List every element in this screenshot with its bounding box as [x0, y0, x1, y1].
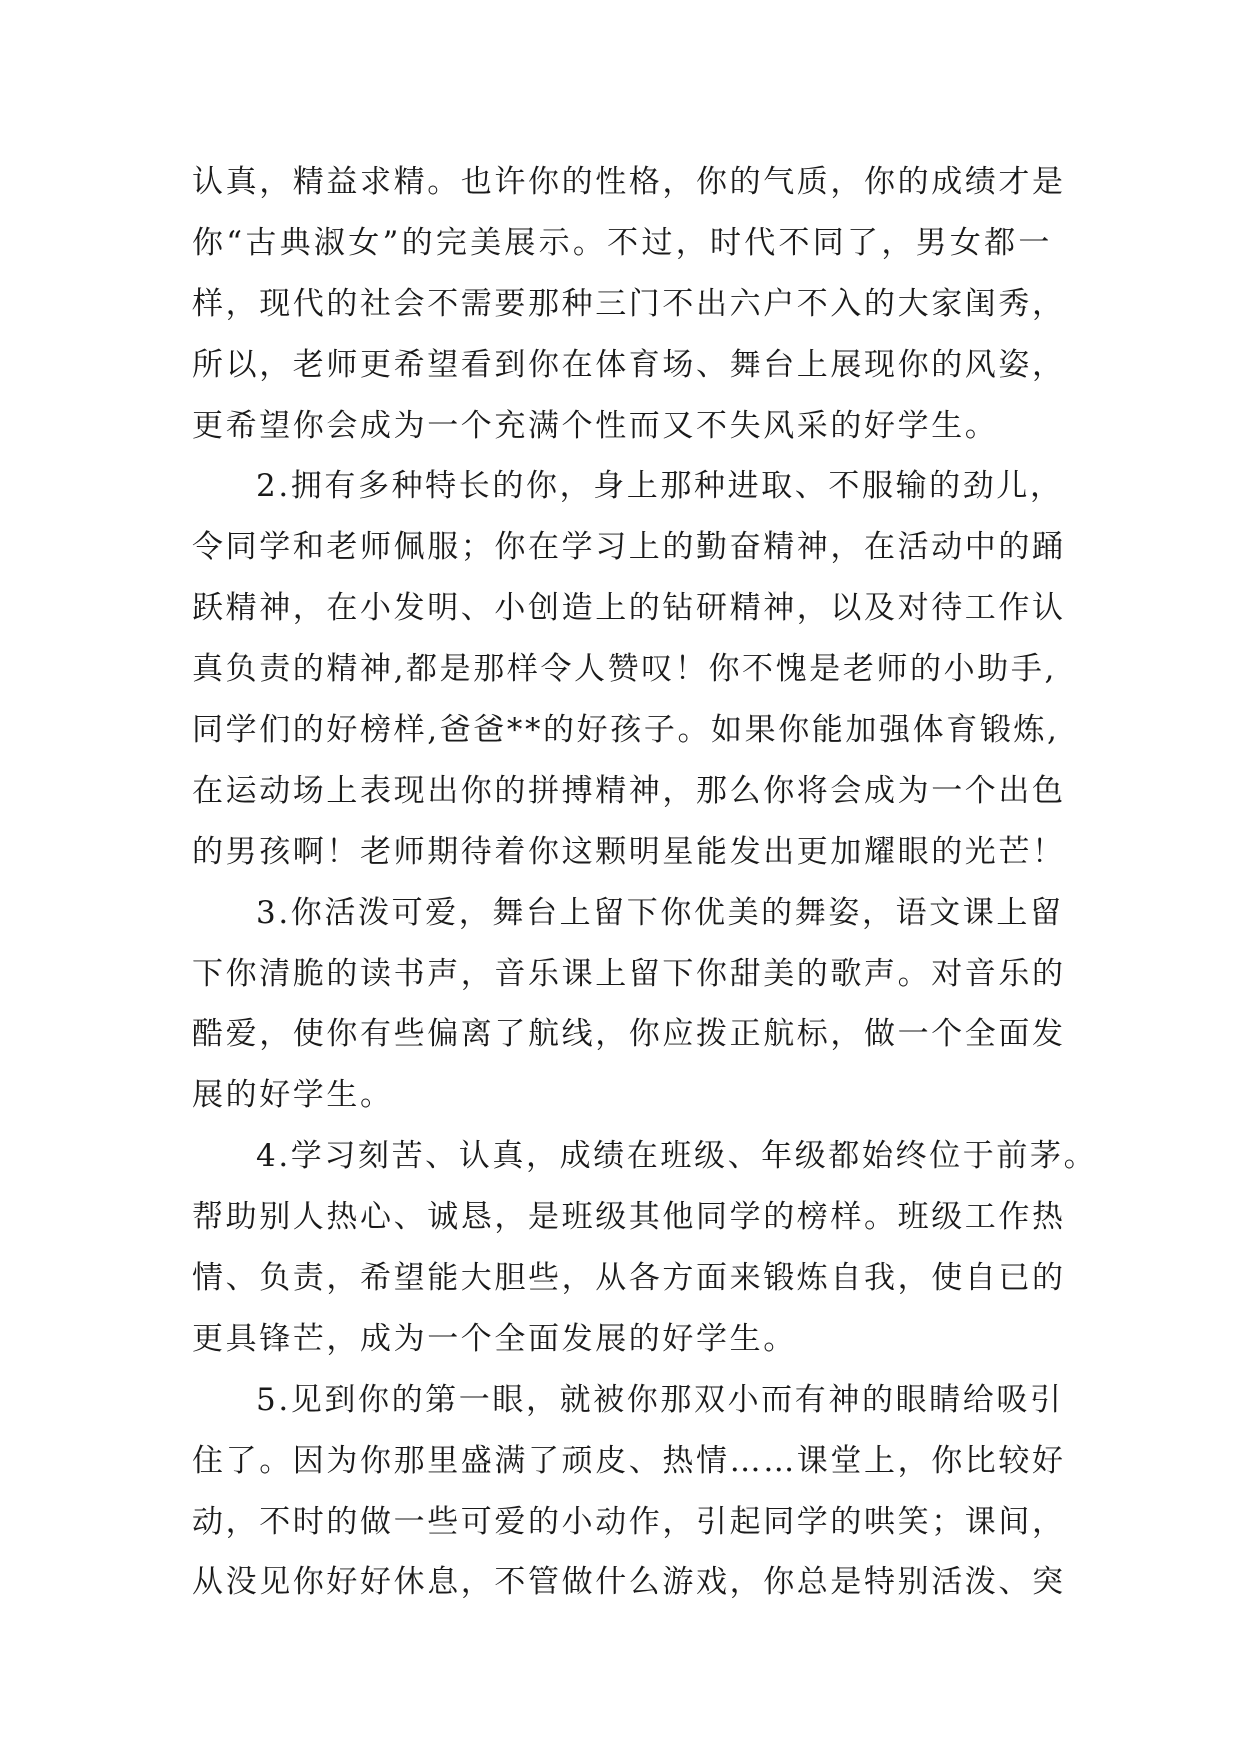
paragraph-1: [192, 152, 1066, 456]
text-line: 在运动场上表现出你的拼搏精神，那么你将会成为一个出色: [192, 772, 1066, 809]
text-line-content: 2.拥有多种特长的你，身上那种进取、不服输的劲儿，: [256, 468, 1064, 505]
text-line: 所以，老师更希望看到你在体育场、舞台上展现你的风姿，: [192, 346, 1066, 383]
text-line: 令同学和老师佩服；你在学习上的勤奋精神，在活动中的踊: [192, 529, 1066, 566]
text-line: 酷爱，使你有些偏离了航线，你应拨正航标，做一个全面发: [192, 1016, 1066, 1053]
paragraph-4: [192, 1126, 1098, 1370]
text-line-content: 4.学习刻苦、认真，成绩在班级、年级都始终位于前茅。: [256, 1138, 1098, 1175]
text-line: 你“古典淑女”的完美展示。不过，时代不同了，男女都一: [192, 224, 1052, 261]
text-line-first: [192, 456, 1064, 517]
text-line: 同学们的好榜样,爸爸**的好孩子。如果你能加强体育锻炼,: [192, 712, 1060, 749]
document-body: [192, 152, 1098, 1613]
text-line-content: 5.见到你的第一眼，就被你那双小而有神的眼睛给吸引: [256, 1381, 1064, 1418]
text-line-first: [192, 1370, 1064, 1431]
text-line: 下你清脆的读书声，音乐课上留下你甜美的歌声。对音乐的: [192, 955, 1066, 992]
text-line: 情、负责，希望能大胆些，从各方面来锻炼自我，使自已的: [192, 1260, 1066, 1297]
text-line: 认真，精益求精。也许你的性格，你的气质，你的成绩才是: [192, 164, 1066, 200]
text-line: 展的好学生。: [192, 1077, 394, 1114]
text-line: 更具锋芒，成为一个全面发展的好学生。: [192, 1320, 797, 1357]
text-line: 帮助别人热心、诚恳，是班级其他同学的榜样。班级工作热: [192, 1199, 1066, 1236]
text-line: 住了。因为你那里盛满了顽皮、热情……课堂上，你比较好: [192, 1442, 1066, 1479]
text-line-first: [192, 1126, 1098, 1187]
text-line: 跃精神，在小发明、小创造上的钻研精神，以及对待工作认: [192, 590, 1066, 627]
text-line: 更希望你会成为一个充满个性而又不失风采的好学生。: [192, 407, 999, 444]
paragraph-2: [192, 456, 1066, 882]
paragraph-3: [192, 883, 1066, 1127]
text-line-first: [192, 883, 1064, 944]
paragraph-5: [192, 1370, 1066, 1614]
text-line: 动，不时的做一些可爱的小动作，引起同学的哄笑；课间，: [192, 1503, 1066, 1540]
text-line: 从没见你好好休息，不管做什么游戏，你总是特别活泼、突: [192, 1564, 1066, 1601]
text-line: 的男孩啊！老师期待着你这颗明星能发出更加耀眼的光芒！: [192, 833, 1066, 870]
text-line: 样，现代的社会不需要那种三门不出六户不入的大家闺秀，: [192, 285, 1066, 322]
text-line: 真负责的精神,都是那样令人赞叹！你不愧是老师的小助手,: [192, 651, 1057, 688]
text-line-content: 3.你活泼可爱，舞台上留下你优美的舞姿，语文课上留: [256, 894, 1064, 931]
